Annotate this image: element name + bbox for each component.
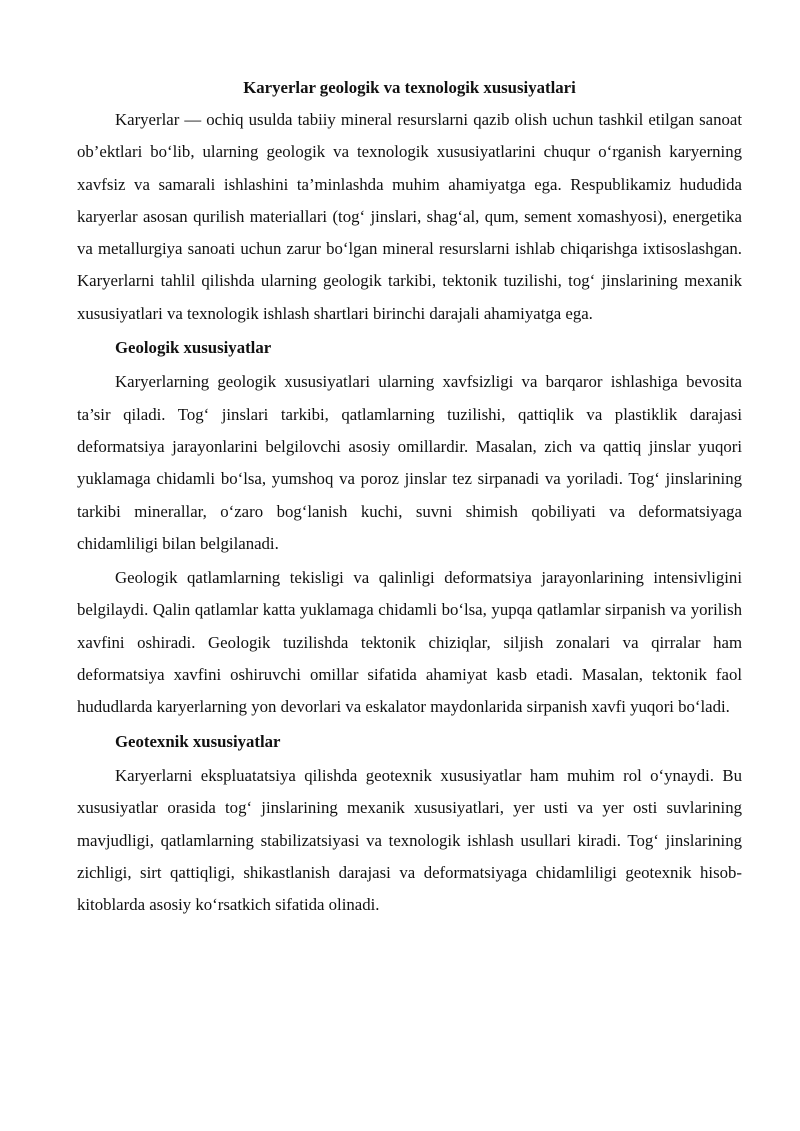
- geologik-paragraph-2: Geologik qatlamlarning tekisligi va qalinligi deformatsiya jarayonlarining intensivligini belgilaydi. Qalin qatlamlar katta yuklamaga chidamli bo‘lsa, yupqa qatlamlar sirpanish va yorilish xavfini oshiradi. Geologik tuzilishda tektonik chiziqlar, siljish zonalari va qirralar ham deformatsiya xavfini oshiruvchi omillar sifatida ahamiyat kasb etadi. Masalan, tektonik faol hududlarda karyerlarning yon devorlari va eskalator maydonlarida sirpanish xavfi yuqori bo‘ladi.: [77, 568, 742, 717]
- section-heading-geologik: Geologik xususiyatlar: [115, 338, 272, 358]
- section-heading-geotexnik: Geotexnik xususiyatlar: [115, 731, 281, 751]
- geologik-paragraph-1: Karyerlarning geologik xususiyatlari ularning xavfsizligi va barqaror ishlashiga bevosita ta’sir qiladi. Tog‘ jinslari tarkibi, qatlamlarning tuzilishi, qattiqlik va plastiklik darajasi deformatsiya jarayonlarini belgilovchi asosiy omillardir. Masalan, zich va qattiq jinslar yuqori yuklamaga chidamli bo‘lsa, yumshoq va poroz jinslar tez sirpanadi va yoriladi. Tog‘ jinslarining tarkibi minerallar, o‘zaro bog‘lanish kuchi, suvni shimish qobiliyati va deformatsiyaga chidamliligi bilan belgilanadi.: [77, 372, 742, 553]
- intro-paragraph: Karyerlar — ochiq usulda tabiiy mineral resurslarni qazib olish uchun tashkil etilgan sanoat ob’ektlari bo‘lib, ularning geologik va texnologik xususiyatlarini chuqur o‘rganish karyerning xavfsiz va samarali ishlashini ta’minlashda muhim ahamiyatga ega. Respublikamiz hududida karyerlar asosan qurilish materiallari (tog‘ jinslari, shag‘al, qum, sement xomashyosi), energetika va metallurgiya sanoati uchun zarur bo‘lgan mineral resurslarni ishlab chiqarishga ixtisoslashgan. Karyerlarni tahlil qilishda ularning geologik tarkibi, tektonik tuzilishi, tog‘ jinslarining mexanik xususiyatlari va texnologik ishlash shartlari birinchi darajali ahamiyatga ega.: [77, 110, 742, 323]
- document-page: [77, 74, 742, 923]
- document-title: Karyerlar geologik va texnologik xususiyatlari: [243, 78, 576, 97]
- geotexnik-paragraph-1: Karyerlarni ekspluatatsiya qilishda geotexnik xususiyatlar ham muhim rol o‘ynaydi. Bu xususiyatlar orasida tog‘ jinslarining mexanik xususiyatlari, yer usti va yer osti suvlarining mavjudligi, qatlamlarning stabilizatsiyasi va texnologik ishlash usullari kiradi. Tog‘ jinslarining zichligi, sirt qattiqligi, shikastlanish darajasi va deformatsiyaga chidamliligi geotexnik hisob-kitoblarda asosiy ko‘rsatkich sifatida olinadi.: [77, 765, 742, 915]
